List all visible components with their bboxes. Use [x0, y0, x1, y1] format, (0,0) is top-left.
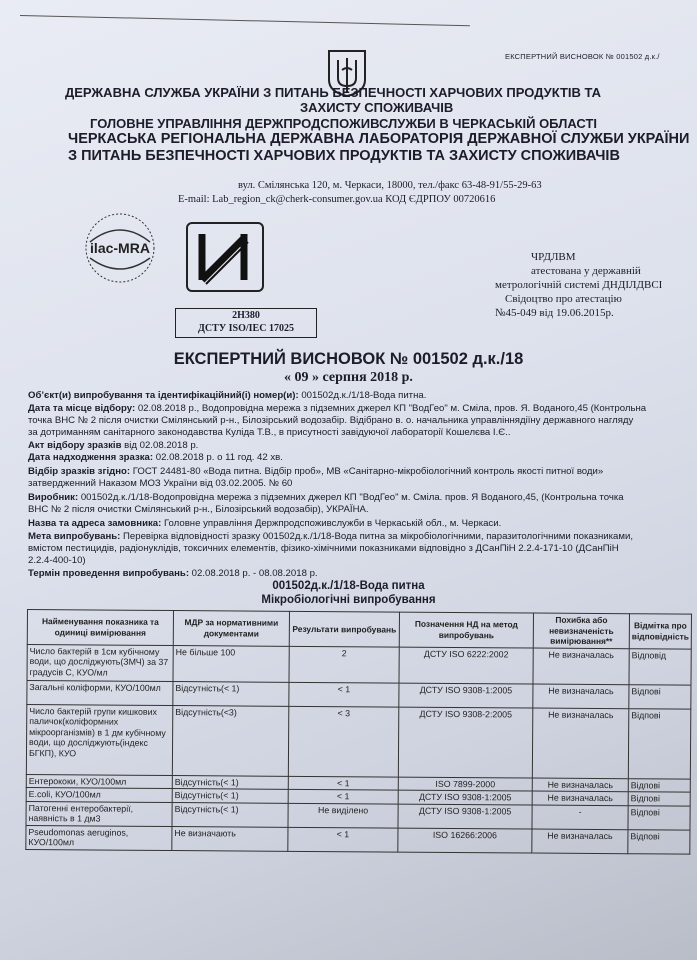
body-line-period: Термін проведення випробувань: 02.08.2018 р. - 08.08.2018 р.: [28, 568, 318, 579]
results-table: [25, 609, 692, 854]
agency-line-2: ЗАХИСТУ СПОЖИВАЧІВ: [300, 100, 454, 115]
lab-line-1: ЧЕРКАСЬКА РЕГІОНАЛЬНА ДЕРЖАВНА ЛАБОРАТОРІЯ ДЕРЖАВНОЇ СЛУЖБИ УКРАЇНИ: [68, 131, 690, 147]
body-line-received: Дата надходження зразка: 02.08.2018 р. о 11 год. 42 хв.: [28, 452, 283, 463]
metrology-line-3: метрологічній системі ДНДІЛДВСІ: [495, 279, 663, 291]
header-result: Результати випробувань: [289, 611, 399, 646]
header-method: Позначення НД на метод випробувань: [399, 612, 533, 647]
table-row: Pseudomonas aeruginos, КУО/100мл Не визначають < 1 ISO 16266:2006 Не визначалась Відпові: [26, 825, 690, 854]
top-rule: [20, 15, 470, 26]
metrology-line-4: Свідоцтво про атестацію: [505, 293, 622, 305]
body-line-method: Відбір зразків згідно: ГОСТ 24481-80 «Вода питна. Відбір проб», МВ «Санітарно-мікробіологічний контроль якості питної води»: [28, 466, 604, 477]
accreditation-box: [175, 308, 317, 338]
body-line-sampling-3: за дотриманням санітарного законодавства Кулідa Т.В., в присутності завідуючої лабораторії Кошелєва І.Є..: [28, 427, 511, 438]
document-date: « 09 » серпня 2018 р.: [284, 370, 413, 385]
body-line-purpose-3: 2.2.4-400-10): [28, 555, 86, 566]
ilac-logo-text: ilac-MRA: [90, 240, 150, 256]
sample-subtitle: Мікробіологічні випробування: [261, 594, 436, 606]
lab-address: вул. Смілянська 120, м. Черкаси, 18000, тел./факс 63-48-91/55-29-63: [238, 180, 542, 191]
metrology-line-2: атестована у державній: [531, 265, 641, 277]
ilac-mra-logo-icon: [70, 212, 170, 284]
body-line-purpose: Мета випробувань: Перевірка відповідності зразку 001502д.к./1/18-Вода питна за мікробіологічними, паразитологічними показниками,: [28, 531, 634, 542]
body-line-act: Акт відбору зразків від 02.08.2018 р.: [28, 440, 199, 451]
header-compliance: Відмітка про відповідність: [629, 614, 691, 649]
body-line-method-2: затвердженний Наказом МОЗ України від 03.02.2005. № 60: [28, 478, 293, 489]
table-header-row: [27, 610, 691, 649]
header-indicator: Найменування показника та одиниці вимірювання: [27, 610, 173, 646]
accreditation-logo-icon: [186, 222, 264, 292]
metrology-block: [455, 250, 695, 320]
sample-title: 001502д.к./1/18-Вода питна: [272, 580, 425, 592]
accreditation-standard: ДСТУ ISO/IEC 17025: [198, 323, 294, 334]
body-line-producer-2: ВНС № 2 після очистки Смілянський р-н., Білозірський водозабір), УКРАЇНА.: [28, 504, 369, 515]
body-line-object: Об’єкт(и) випробування та ідентифікаційний(і) номер(и): 001502д.к./1/18-Вода питна.: [28, 390, 427, 401]
agency-line-3: ГОЛОВНЕ УПРАВЛІННЯ ДЕРЖПРОДСПОЖИВСЛУЖБИ В ЧЕРКАСЬКІЙ ОБЛАСТІ: [90, 116, 598, 131]
lab-line-2: З ПИТАНЬ БЕЗПЕЧНОСТІ ХАРЧОВИХ ПРОДУКТІВ ТА ЗАХИСТУ СПОЖИВАЧІВ: [68, 148, 620, 164]
document-title: ЕКСПЕРТНИЙ ВИСНОВОК № 001502 д.к./18: [173, 350, 524, 368]
body-line-sampling-2: точка ВНС № 2 після очистки Смілянський р-н., Білозірський водозабір. Відібрано в. о. начальника управліннядіїну державного нагляду: [28, 415, 634, 426]
metrology-line-1: ЧРДЛВМ: [531, 251, 576, 263]
body-line-sampling: Дата та місце відбору: 02.08.2018 р., Водопровідна мережа з підземних джерел КП "ВодГео" м. Сміла, пров. Я. Воданого,45 (Контрольна: [28, 403, 647, 414]
metrology-line-5: №45-049 від 19.06.2015р.: [495, 307, 614, 319]
header-reference: ЕКСПЕРТНИЙ ВИСНОВОК № 001502 д.к./: [505, 52, 660, 61]
accreditation-number: 2Н380: [232, 310, 260, 321]
header-uncertainty: Похибка або невизначеність вимірювання**: [533, 613, 629, 648]
header-limit: МДР за нормативними документами: [173, 611, 289, 646]
body-line-producer: Виробник: 001502д.к./1/18-Водопровідна мережа з підземних джерел КП "ВодГео" м. Сміла. пров. Я Воданого,45, (Контрольна точка: [28, 492, 624, 503]
table-row: Ентерококи, КУО/100мл Відсутність(< 1) < 1 ISO 7899-2000 Не визначалась Відпові: [26, 774, 690, 792]
agency-line-1: ДЕРЖАВНА СЛУЖБА УКРАЇНИ З ПИТАНЬ БЕЗПЕЧНОСТІ ХАРЧОВИХ ПРОДУКТІВ ТА: [65, 85, 602, 100]
table-row: E.coli, КУО/100мл Відсутність(< 1) < 1 ДСТУ ISO 9308-1:2005 Не визначалась Відпові: [26, 787, 690, 805]
table-row: Загальні коліформи, КУО/100мл Відсутність(< 1) < 1 ДСТУ ISO 9308-1:2005 Не визначалась Відпові: [27, 680, 691, 709]
body-line-purpose-2: вмістом пестицидів, радіонуклідів, токсичних елементів, фізико-хімічними показниками відповідно з ДСанПіН 2.2.4-171-10 (ДСанПіН: [28, 543, 619, 554]
body-line-customer: Назва та адреса замовника: Головне управління Держпродспоживслужби в Черкаській обл., м. Черкаси.: [28, 518, 502, 529]
table-row: Число бактерій в 1см кубічному води, що досліджують(ЗМЧ) за 37 градусів С, КУО/мл Не більше 100 2 ДСТУ ISO 6222:2002 Не визначалась Відповід: [27, 644, 691, 685]
lab-email: E-mail: Lab_region_ck@cherk-consumer.gov.ua КОД ЄДРПОУ 00720616: [178, 194, 496, 205]
table-row: Патогенні ентеробактерії, наявність в 1 дм3 Відсутність(< 1) Не виділено ДСТУ ISO 9308-1:2005 - Відпові: [26, 801, 690, 830]
table-row: Число бактерій групи кишкових паличок(коліформних мікроорганізмів) в 1 дм кубічному води, що досліджують(індекс БГКП), КУО Відсутність(<3) < 3 ДСТУ ISO 9308-2:2005 Не визначалась Відпові: [26, 704, 691, 779]
